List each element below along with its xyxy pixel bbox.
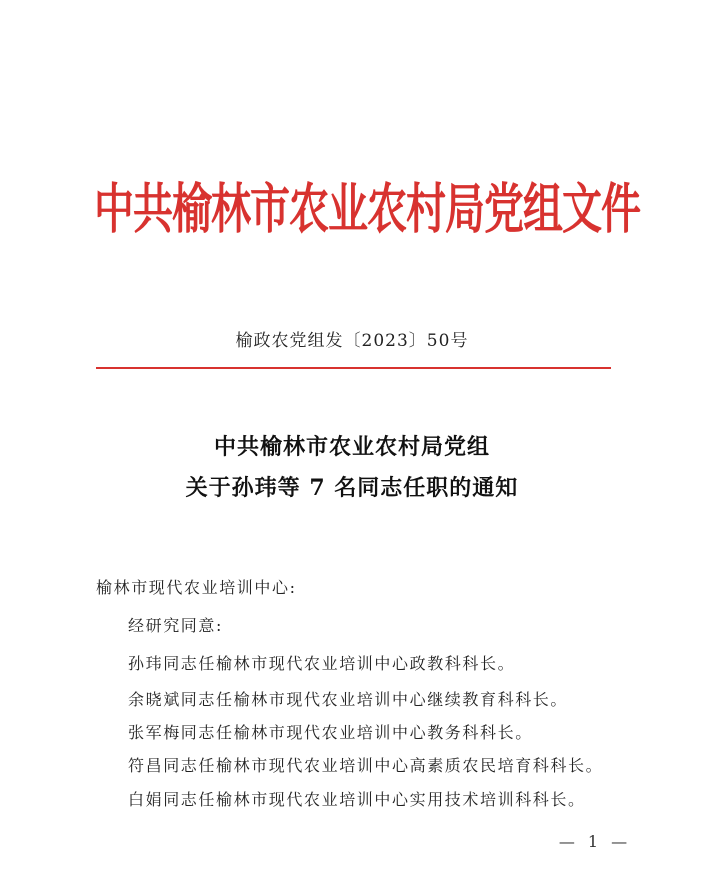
- appointment-line: 白娟同志任榆林市现代农业培训中心实用技术培训科科长。: [128, 790, 586, 809]
- notice-title-line2: 关于孙玮等 7 名同志任职的通知: [185, 475, 519, 501]
- body-paragraph: 经研究同意:: [128, 616, 223, 635]
- addressee: 榆林市现代农业培训中心:: [96, 578, 297, 597]
- notice-title-line1: 中共榆林市农业农村局党组: [213, 434, 490, 460]
- appointment-line: 孙玮同志任榆林市现代农业培训中心政教科科长。: [128, 654, 516, 673]
- appointment-line: 符昌同志任榆林市现代农业培训中心高素质农民培育科科长。: [128, 756, 604, 775]
- page-number: — 1 —: [558, 832, 632, 851]
- appointment-line: 张军梅同志任榆林市现代农业培训中心教务科科长。: [128, 723, 533, 742]
- red-divider-line: [96, 367, 611, 369]
- document-header-title: 中共榆林市农业农村局党组文件: [94, 178, 640, 242]
- appointment-line: 余晓斌同志任榆林市现代农业培训中心继续教育科科长。: [128, 690, 569, 709]
- document-number: 榆政农党组发〔2023〕50号: [235, 331, 469, 351]
